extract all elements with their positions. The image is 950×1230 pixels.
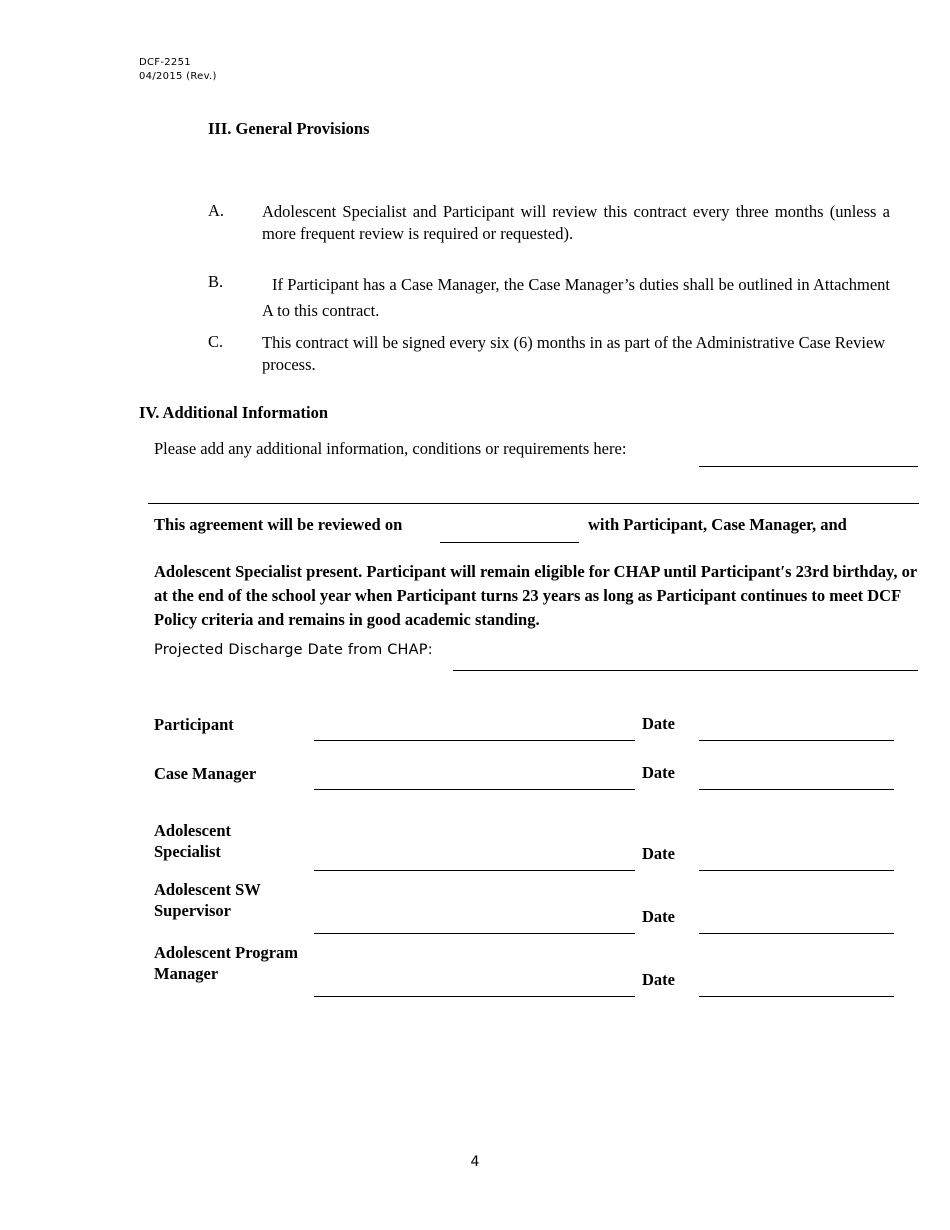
agreement-lead-text: This agreement will be reviewed on [154, 515, 403, 534]
eligibility-paragraph: Adolescent Specialist present. Participant will remain eligible for CHAP until Participant′s 23rd birthday, or at the end of the school year when Participant turns 23 years as long as Participant continues to meet DCF Policy criteria and remains in good academic standing. [154, 562, 917, 629]
form-revision: 04/2015 (Rev.) [139, 71, 217, 82]
date-label-program-manager: Date [642, 970, 675, 989]
form-number: DCF-2251 [139, 57, 191, 68]
date-field-case-manager[interactable] [699, 789, 894, 790]
form-code [139, 56, 217, 84]
section-heading-general-provisions: III. General Provisions [208, 119, 370, 138]
date-field-adolescent-specialist[interactable] [699, 870, 894, 871]
signature-label-participant: Participant [154, 715, 234, 734]
signature-field-case-manager[interactable] [314, 789, 635, 790]
date-label-case-manager: Date [642, 763, 675, 782]
date-label-sw-supervisor: Date [642, 907, 675, 926]
discharge-date-label: Projected Discharge Date from CHAP: [154, 642, 433, 658]
section-divider [148, 503, 919, 504]
signature-field-program-manager[interactable] [314, 996, 635, 997]
date-label-participant: Date [642, 714, 675, 733]
item-letter-c: C. [208, 332, 224, 351]
additional-info-prompt: Please add any additional information, conditions or requirements here: [154, 439, 627, 458]
signature-field-adolescent-specialist[interactable] [314, 870, 635, 871]
item-letter-b: B. [208, 272, 224, 291]
signature-label-program-manager: Adolescent Program Manager [154, 943, 299, 983]
item-letter-a: A. [208, 201, 225, 220]
signature-label-case-manager: Case Manager [154, 764, 257, 783]
item-text-a: Adolescent Specialist and Participant will review this contract every three months (unless a more frequent review is required or requested). [262, 202, 890, 243]
item-text-c: This contract will be signed every six (6) months in as part of the Administrative Case Review process. [262, 333, 886, 374]
review-date-field[interactable] [440, 542, 579, 543]
signature-label-sw-supervisor: Adolescent SW Supervisor [154, 880, 261, 920]
signature-field-sw-supervisor[interactable] [314, 933, 635, 934]
date-field-sw-supervisor[interactable] [699, 933, 894, 934]
agreement-trail-text: with Participant, Case Manager, and [588, 515, 847, 534]
date-field-participant[interactable] [699, 740, 894, 741]
date-field-program-manager[interactable] [699, 996, 894, 997]
section-heading-additional-information: IV. Additional Information [139, 403, 329, 422]
additional-info-field[interactable] [699, 466, 918, 467]
discharge-date-field[interactable] [453, 670, 918, 671]
signature-label-adolescent-specialist: Adolescent Specialist [154, 821, 231, 861]
page-number: 4 [470, 1154, 480, 1170]
item-text-b: If Participant has a Case Manager, the Case Manager’s duties shall be outlined in Attachment A to this contract. [262, 275, 890, 320]
date-label-adolescent-specialist: Date [642, 844, 675, 863]
signature-field-participant[interactable] [314, 740, 635, 741]
